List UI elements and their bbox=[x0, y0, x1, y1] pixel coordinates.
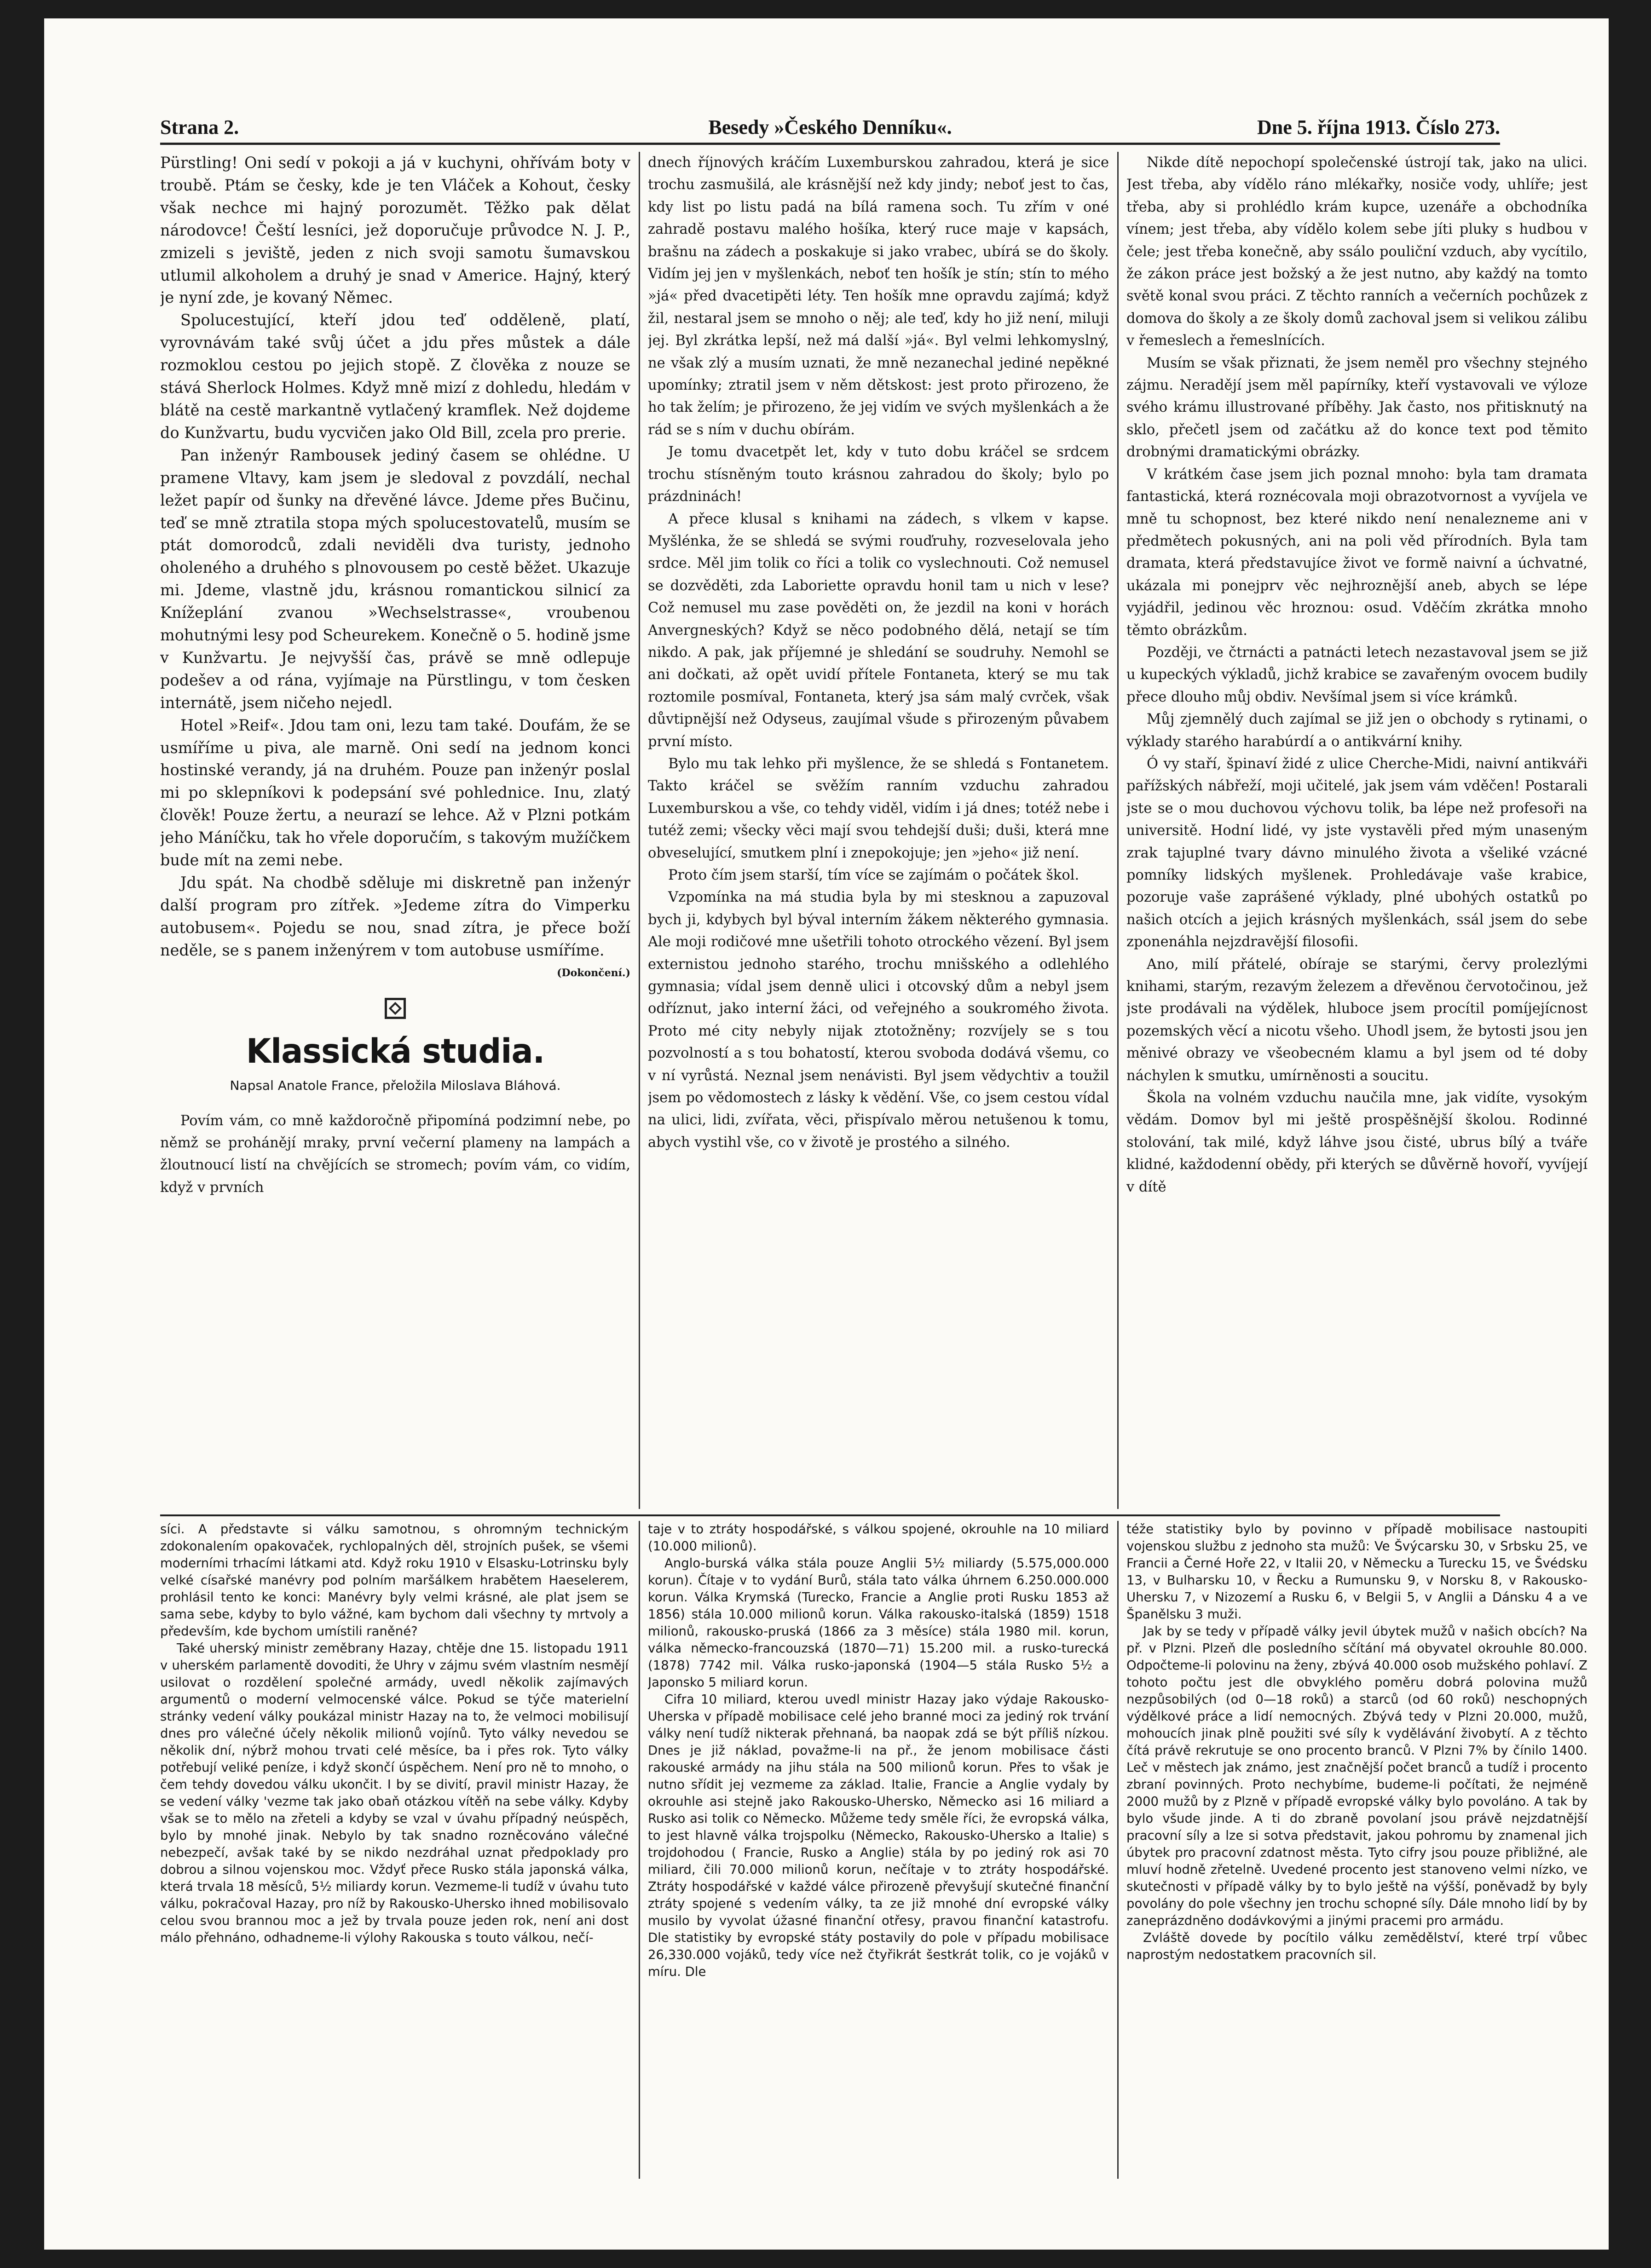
essay-paragraph: Škola na volném vzduchu naučila mne, jak vidíte, vysokým vědám. Domov byl mi ještě prospěšnější školou. Rodinné stolování, tak milé, když láhve jsou čisté, ubrus bílý a tváře klidné, každodenní obědy, při kterých se důvěrně hovoří, vyvíjejí v dítě bbox=[1126, 1090, 1588, 1195]
section-divider bbox=[160, 1514, 1500, 1516]
essay-paragraph: V krátkém čase jsem jich poznal mnoho: byla tam dramata fantastická, která roznécovala moji obrazotvornost a vyvíjela ve mně tu schopnost, bez které nikdo není nenalezneme ani v předmětech pokusných, ani na poli věd přírodních. Byla tam dramata, která představujíce život ve formě naivní a úchvatné, ukázala mi ponejprv věc nejhroznější aneb, abych se lépe vyjádřil, jedinou věc hroznou: osud. Vděčím zkrátka mnoho těmto obrázkům. bbox=[1126, 466, 1588, 639]
story-paragraph: Hotel »Reif«. Jdou tam oni, lezu tam také. Doufám, že se usmíříme u piva, ale marně. Oni sedí na jednom konci hostinské verandy, já na druhém. Pouze pan inženýr poslal mi po sklepníkovi k podepsání své pohlednice. Inu, zlatý člověk! Pouze žertu, a neurazí se lehce. Až v Plzni potkám jeho Máníčku, tak ho vřele doporučím, s takovým mužíčkem bude mít na zemi nebe. bbox=[160, 716, 630, 869]
essay-intro bbox=[160, 1110, 630, 1199]
essay-paragraph: Nikde dítě nepochopí společenské ústrojí tak, jako na ulici. Jest třeba, aby vídělo ráno mlékařky, nosiče vody, uhlíře; jest třeba, aby si prohlédlo krám kupce, uzenáře a obchodníka vínem; jest třeba, aby vídělo kolem sebe jíti pluky s hudbou v čele; jest třeba konečně, aby ssálo pouliční vzduch, aby vycítilo, že zákon práce jest božský a že jest nutno, aby každý na tomto světě konal svou práci. Z těchto ranních a večerních pochůzek z domova do školy a ze školy domů zachoval jsem si velikou zálibu v řemeslech a řemeslnících. bbox=[1126, 155, 1588, 349]
article-paragraph: Zvláště dovede by pocítilo válku zemědělství, které trpí vůbec naprostým nedostatkem pracovních sil. bbox=[1126, 1930, 1588, 1962]
article-paragraph: Cifra 10 miliard, kterou uvedl ministr Hazay jako výdaje Rakousko-Uherska v případě mobilisace celé jeho branné moci za jediný rok trvání války není tudíž nikterak přehnaná, ba naopak zdá se být příliš nízkou. Dnes je již náklad, považme-li na př., že jenom mobilisace části rakouské armády na jihu stála na 500 milionů korun. Přes to však je nutno sřídit jej vezmeme za základ. Italie, Francie a Anglie vydaly by okrouhle asi stejně jako Rakousko-Uhersko, Německo asi 16 miliard a Rusko asi tolik co Německo. Můžeme tedy směle říci, že evropská válka, to jest hlavně válka trojspolku (Německo, Rakousko-Uhersko a Italie) s trojdohodou ( Francie, Rusko a Anglie) stála by po jediný rok asi 70 miliard, čili 70.000 milionů korun, nečítaje v to ztráty hospodářské. Ztráty hospodářské v každé válce přirozeně převyšují skutečné finanční ztráty spojené s vedením války, ta ze již mnohé dní evropské války musilo by vyvolat úžasné finanční otřesy, pravou finanční katastrofu. Dle statistiky by evropské státy postavily do pole v případu mobilisace 26,330.000 vojáků, tedy více než čtyřikrát šestkrát tolik, co je vojáků v míru. Dle bbox=[648, 1692, 1109, 1979]
essay-title: Klassická studia. bbox=[246, 1031, 545, 1071]
essay-paragraph: Ó vy staří, špinaví židé z ulice Cherche-Midi, naivní antikváři pařížských nábřeží, moji učitelé, jak jsem vám vděčen! Postarali jste se o mou duchovou výchovu tolik, ba lépe než profesoři na universitě. Hodní lidé, vy jste vystavěli před mým unaseným zrak tajuplné tvary dávno minulého života a všeliké vzácné pomníky lidských myšlenek. Prohledávaje vaše krabice, pozoruje vaše zaprášené výklady, plné ubohých ostatků po našich otcích a jejich krásných myšlenkách, ssál jsem do sebe zponenáhla nejzdravější filosofii. bbox=[1126, 755, 1588, 950]
column-divider bbox=[639, 1521, 640, 2179]
bottom-right-column bbox=[1126, 1521, 1588, 2179]
essay-paragraph: Můj zjemnělý duch zajímal se již jen o obchody s rytinami, o výklady starého harabúrdí a o antikvární knihy. bbox=[1126, 711, 1588, 750]
essay-paragraph: Vzpomínka na má studia byla by mi stesknou a zapuzoval bych ji, kdybych byl býval interním žákem některého gymnasia. Ale moji rodičové mne ušetřili tohoto otrockého vězení. Byl jsem externistou jednoho starého, trochu mnišského a odlehlého gymnasia; vídal jsem denně ulici i otcovský dům a nebyl jsem odříznut, jako interní žáci, od veřejného a soukromého života. Proto mé city nebyly nijak ztotožněny; rozvíjely se s tou pozvolností a s tou bohatostí, kterou svoboda dodává všemu, co v ní vyrůstá. Neznal jsem nenávisti. Byl jsem vědychtiv a toužil jsem po vědomostech z lásky k vědění. Vše, co jsem cestou vídal na ulici, lidi, zvířata, věci, přispívalo měrou netušenou k tomu, abych vystihl vše, co v životě je prostého a silného. bbox=[648, 889, 1109, 1151]
page-number: Strana 2. bbox=[160, 116, 239, 138]
article-paragraph: téže statistiky bylo by povinno v případě mobilisace nastoupiti vojenskou službu z jednoho sta mužů: Ve Švýcarsku 30, v Srbsku 25, ve Francii a Černé Hoře 22, v Italii 20, v Německu a Turecku 15, ve Švédsku 13, v Bulharsku 10, v Řecku a Rumunsku 9, v Norsku 8, v Rakousko-Uhersku 7, v Nizozemí a Rusku 6, v Belgii 5, v Anglii a Dánsku 4 a ve Španělsku 3 muži. bbox=[1126, 1522, 1588, 1622]
header-rule bbox=[160, 143, 1500, 145]
column-divider bbox=[1117, 1521, 1119, 2179]
article-paragraph: síci. A představte si válku samotnou, s ohromným technickým zdokonalením opakovaček, rychlopalných děl, strojních pušek, se všemi moderními trhacími látkami atd. Když roku 1910 v Elsasku-Lotrinsku byly velké císařské manévry pod polním maršálkem hrabětem Haeselerem, prohlásil tento ke konci: Manévry byly velmi krásné, ale plat jsem se sama sebe, kdyby to bylo vážné, kam bychom dali všechny ty mrtvoly a především, kde bychom umístili raněné? bbox=[160, 1522, 629, 1639]
essay-paragraph: Bylo mu tak lehko při myšlence, že se shledá s Fontanetem. Takto kráčel se svěžím ranním vzduchu zahradou Luxemburskou a vše, co tehdy viděl, vidím i já dnes; totéž nebe i tutéž zemi; všecky věci mají svou tehdejší duši; duši, která mne obveselující, smutkem plní i znepokojuje; jen »jeho« již není. bbox=[648, 755, 1109, 861]
story-continuation bbox=[160, 152, 630, 982]
bottom-middle-column bbox=[648, 1521, 1109, 2179]
continuation-note: (Dokončení.) bbox=[557, 967, 630, 979]
essay-paragraph: Proto čím jsem starší, tím více se zajímám o počátek škol. bbox=[668, 867, 1080, 883]
article-paragraph: taje v to ztráty hospodářské, s válkou spojené, okrouhle na 10 miliard (10.000 milionů). bbox=[648, 1522, 1109, 1554]
bottom-left-column bbox=[160, 1521, 629, 2179]
story-paragraph: Pan inženýr Rambousek jediný časem se ohlédne. U pramene Vltavy, kam jsem je sledoval z povzdálí, nechal ležet papír od šunky na dřevěné lávce. Jdeme přes Bučinu, teď se mně ztratila stopa mých spolucestovatelů, musím se ptát domorodců, zdali neviděli dva turisty, jednoho oholeného a druhého s plnovousem po cestě běžet. Ukazuje mi. Jdeme, vlastně jdu, krásnou romantickou silnicí za Knížeplání zvanou »Wechselstrasse«, vroubenou mohutnými lesy pod Scheurekem. Konečně o 5. hodině jsme v Kunžvartu. Je nejvyšší čas, právě se mně odlepuje podešev a od rána, vyjímaje na Pürstlingu, v tom česken internátě, jsem ničeho nejedl. bbox=[160, 446, 630, 712]
essay-paragraph: Musím se však přiznati, že jsem neměl pro všechny stejného zájmu. Neradějí jsem měl papírníky, kteří vystavovali ve výloze svého krámu illustrované příběhy. Jak často, nos přitisknutý na sklo, přečetl jsem od začátku až do konce text pod těmito drobnými dramatickými obrázky. bbox=[1126, 355, 1588, 461]
publication-title: Besedy »Českého Denníku«. bbox=[708, 116, 952, 138]
essay-paragraph: A přece klusal s knihami na zádech, s vlkem v kapse. Myšlénka, že se shledá se svými rouďruhy, rozveselovala jeho srdce. Měl jim tolik co říci a tolik co vyslechnouti. Což nemusel se dozvěděti, zda Laboriette opravdu honil tam u nich v lese? Což nemusel mu zase pověděti on, že jezdil na koni v horách Anvergneských? Když se něco podobného dělá, netají se tím nikdo. A pak, jak příjemné je shledání se soudruhy. Nemohl se ani dočkati, až opět uvidí přítele Fontaneta, který se mu tak roztomile posmíval, Fontaneta, který jsa sám malý cvrček, však důvtipnější než Odyseus, zaujímal všude s přirozeným půvabem první místo. bbox=[648, 511, 1109, 750]
essay-paragraph: Je tomu dvacetpět let, kdy v tuto dobu kráčel se srdcem trochu stísněným touto krásnou zahradou do školy; bylo po prázdninách! bbox=[648, 444, 1109, 505]
essay-paragraph: Ano, milí přátelé, obíraje se starými, červy prolezlými knihami, starým, rezavým železem a dřevěnou červotočinou, jež jste prodávali na výdělek, hluboce jsem procítil pomíjejícnost pozemských věcí a nicotu všeho. Uhodl jsem, že bytosti jsou jen měnivé obrazy ve všeobecném klamu a byl jsem od té doby náchylen k smutku, umírněnosti a soucitu. bbox=[1126, 956, 1588, 1084]
essay-paragraph: Povím vám, co mně každoročně připomíná podzimní nebe, po němž se prohánějí mraky, první večerní plameny na lampách a žloutnoucí listí na chvějících se stromech; povím vám, co vidím, když v prvních bbox=[160, 1112, 630, 1196]
left-column bbox=[160, 152, 630, 1509]
story-paragraph: Spolucestující, kteří jdou teď odděleně, platí, vyrovnávám také svůj účet a jdu přes můstek a dále rozmoklou cestou po jejich stopě. Z člověka z nouze se stává Sherlock Holmes. Když mně mizí z dohledu, hledám v blátě na cestě markantně vytlačený kramflek. Než dojdeme do Kunžvartu, budu vycvičen jako Old Bill, zcela pro prerie. bbox=[160, 311, 630, 442]
column-divider bbox=[639, 152, 640, 1509]
article-paragraph: Jak by se tedy v případě války jevil úbytek mužů v našich obcích? Na př. v Plzni. Plzeň dle posledního sčítání má obyvatel okrouhle 80.000. Odpočteme-li polovinu na ženy, zbývá 40.000 osob mužského pohlaví. Z tohoto počtu jest dle obvyklého poměru dobrá polovina mužů nezpůsobilých (od 0—18 roků) a starců (od 60 roků) neschopných výdělkové práce a lidí nemocných. Zbývá tedy v Plzni 20.000, mužů, mohoucích jinak plně použiti své síly k vydělávání živobytí. A z těchto čítá právě rekrutuje se ono procento branců. V Plzni 7% by čínilo 1400. Leč v městech jak známo, jest značnější počet branců a tudíž i procento zbraní povinných. Proto nechybíme, budeme-li počítati, že nejméně 2000 mužů by z Plzně v případě evropské války bylo povoláno. A tak by bylo všude jinde. A ti do zbraně povolaní jsou právě nejzdatnější pracovní síly a lze si sotva představit, jakou pohromu by znamenal jich úbytek pro pracovní zdatnost města. Tyto cifry jsou pouze přibližné, ale mluví hodně zřetelně. Uvedené procento jest stanoveno velmi nízko, ve skutečnosti v případě války by to bylo ještě na výšší, poněvadž by byly povolány do pole všechny jen trochu schopné síly. Dále mnoho lidí by by zaneprázdněno dodávkovými a jinými pracemi pro armádu. bbox=[1126, 1624, 1588, 1928]
article-paragraph: Anglo-burská válka stála pouze Anglii 5½ miliardy (5.575,000.000 korun). Čítaje v to vydání Burů, stála tato válka úhrnem 6.250.000.000 korun. Válka Krymská (Turecko, Francie a Anglie proti Rusku 1853 až 1856) stála 10.000 milionů korun. Válka rakousko-italská (1859) 1518 milionů, rakousko-pruská (1866 za 3 měsíce) stála 1980 mil. korun, válka německo-francouzská (1870—71) 15.200 mil. a rusko-turecká (1878) 7742 mil. Válka rusko-japonská (1904—5 stála Rusko 5½ a Japonsko 5 miliard korun. bbox=[648, 1556, 1109, 1690]
newspaper-page bbox=[44, 18, 1609, 2250]
column-divider bbox=[1117, 152, 1119, 1509]
page-header bbox=[160, 113, 1500, 142]
issue-date: Dne 5. října 1913. Číslo 273. bbox=[1257, 116, 1500, 138]
story-paragraph: Jdu spát. Na chodbě sděluje mi diskretně pan inženýr další program pro zítřek. »Jedeme zítra do Vimperku autobusem«. Pojedu se nou, snad zítra, je přece boží neděle, se s panem inženýrem v tom autobuse usmíříme. bbox=[160, 874, 630, 959]
article-paragraph: Také uherský ministr zeměbrany Hazay, chtěje dne 15. listopadu 1911 v uherském parlamentě dovoditi, že Uhry v zájmu svém vlastním nesmějí usilovat o rozdělení společné armády, uvedl několik zajímavých argumentů o moderní velmocenské válce. Pokud se týče materielní stránky vedení války poukázal ministr Hazay na to, že velmoci mobilisují dnes pro válečné účely několik milionů vojínů. Tyto války nevedou se několik dní, nýbrž mohou trvati celé měsíce, ba i přes rok. Tyto války potřebují veliké peníze, i když skončí úspěchem. Není pro ně to mnoho, o čem tehdy dovedou válku ukončit. I by se divití, pravil ministr Hazay, že se vedení války 'vezme tak jako obaň otázkou vítěň na sebe války. Kdyby však se to mělo na zřeteli a kdyby se vzal v úvahu případný neúspěch, bylo by mnohé jinak. Nebylo by tak snadno rozněcováno válečné nebezpečí, avšak také by se nikdo nezdráhal uznat předpoklady pro dobrou a silnou vojenskou moc. Vždyť přece Rusko stála japonská válka, která trvala 18 měsíců, 5½ miliardy korun. Vezmeme-li tudíž v úvahu tuto válku, pokračoval Hazay, pro níž by Rakousko-Uhersko ihned mobilisovalo celou svou brannou moc a jež by trvala pouze jeden rok, není ani dost málo přehnáno, odhadneme-li výlohy Rakouska s touto válkou, nečí- bbox=[160, 1641, 629, 1945]
middle-column bbox=[648, 152, 1109, 1509]
story-paragraph: Pürstling! Oni sedí v pokoji a já v kuchyni, ohřívám boty v troubě. Ptám se česky, kde je ten Vláček a Kohout, česky však nechce mi hajný porozumět. Těžko pak dělat národovce! Čeští lesníci, jež doporučuje průvodce N. J. P., zmizeli s jeviště, jeden z nich svoji samotu šumavskou utlumil alkoholem a druhý je snad v Americe. Hajný, který je nyní zde, je kovaný Němec. bbox=[160, 154, 630, 307]
section-ornament-icon bbox=[385, 998, 406, 1019]
right-column bbox=[1126, 152, 1588, 1509]
essay-paragraph: Později, ve čtrnácti a patnácti letech nezastavoval jsem se již u kupeckých výkladů, jichž krabice se zavařeným ovocem budily přece dlouho můj obdiv. Nevšímal jsem si více krámků. bbox=[1126, 644, 1588, 705]
essay-paragraph: dnech říjnových kráčím Luxemburskou zahradou, která je sice trochu zasmušilá, ale krásnější než kdy jindy; neboť jest to čas, kdy list po listu padá na bílá ramena soch. Tu zřím v oné zahradě postavu malého hošíka, který ruce maje v kapsách, brašnu na zádech a poskakuje si jako vrabec, ubírá se do školy. Vidím jej jen v myšlenkách, neboť ten hošík je stín; stín to mého »já« před dvacetipěti léty. Ten hošík mne opravdu zajímá; když žil, nestaral jsem se mnoho o něj; ale teď, kdy ho již není, miluji jej. Byl zkrátka lepší, než má další »já«. Byl velmi lehkomyslný, ne však zlý a musím uznati, že mně nezanechal jediné nepěkné upomínky; ztratil jsem v něm dětskost: jest proto přirozeno, že ho tak želím; je přirozeno, že jej vidím ve svých myšlenkách a že rád se s ním v duchu obírám. bbox=[648, 155, 1109, 438]
essay-byline: Napsal Anatole France, přeložila Miloslava Bláhová. bbox=[230, 1077, 561, 1093]
